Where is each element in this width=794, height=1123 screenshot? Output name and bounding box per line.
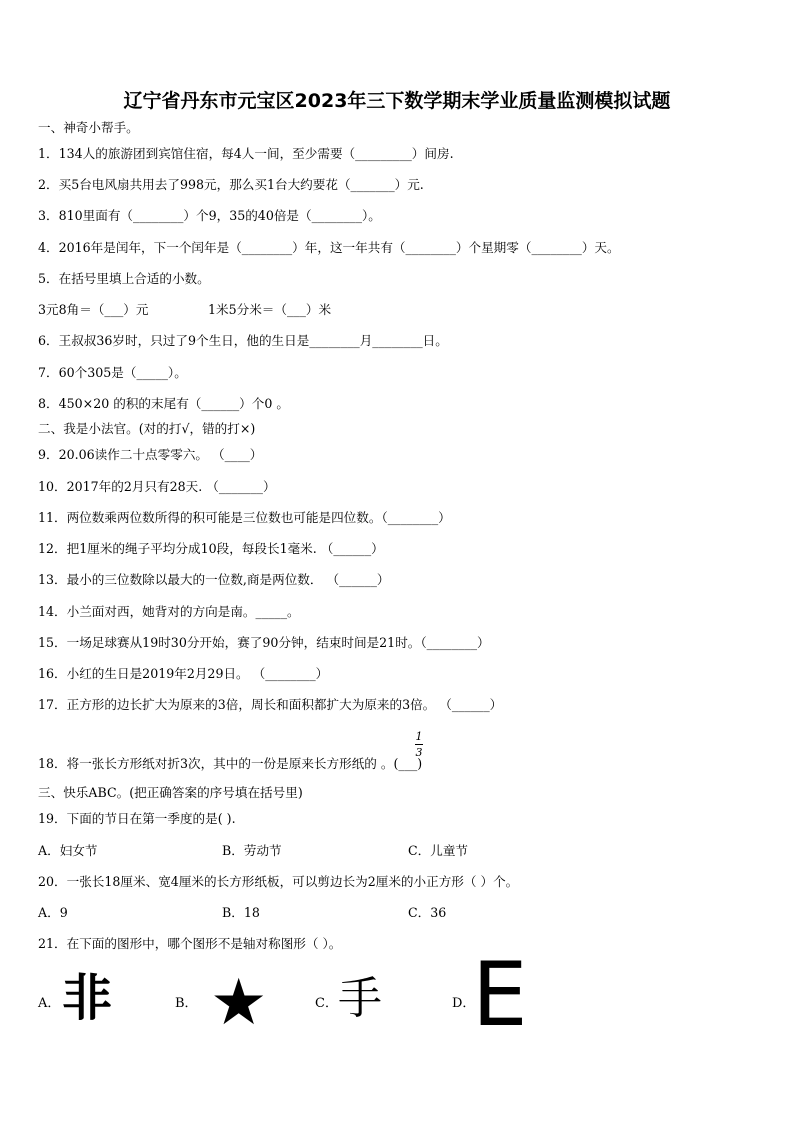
question-21: 21．在下面的图形中，哪个图形不是轴对称图形（ ）。 bbox=[38, 936, 342, 951]
q19-option-c[interactable]: C．儿童节 bbox=[408, 843, 469, 858]
question-12: 12．把1厘米的绳子平均分成10段，每段长1毫米. （______） bbox=[38, 541, 384, 556]
fraction-denominator: 3 bbox=[415, 746, 423, 759]
question-16: 16．小红的生日是2019年2月29日。 （________） bbox=[38, 666, 329, 681]
q20-option-c[interactable]: C．36 bbox=[408, 905, 447, 920]
section-2-heading: 二、我是小法官。(对的打√，错的打×) bbox=[38, 421, 256, 436]
question-17: 17．正方形的边长扩大为原来的3倍，周长和面积都扩大为原来的3倍。 （______） bbox=[38, 697, 503, 712]
q19-option-a[interactable]: A．妇女节 bbox=[38, 843, 98, 858]
q20-option-a[interactable]: A．9 bbox=[38, 905, 68, 920]
question-5a: 3元8角＝（___）元 bbox=[38, 302, 149, 317]
star-figure: ★ bbox=[210, 966, 268, 1040]
question-15: 15．一场足球赛从19时30分开始，赛了90分钟，结束时间是21时。（________） bbox=[38, 635, 490, 650]
q20-option-b[interactable]: B．18 bbox=[222, 905, 260, 920]
q21-label-b[interactable]: B． bbox=[175, 996, 198, 1011]
question-7: 7．60个305是（_____）。 bbox=[38, 365, 187, 380]
question-11: 11．两位数乘两位数所得的积可能是三位数也可能是四位数。（________） bbox=[38, 510, 451, 525]
question-14: 14．小兰面对西，她背对的方向是南。_____。 bbox=[38, 604, 300, 619]
shou-character-figure: 手 bbox=[338, 973, 382, 1024]
question-5b: 1米5分米＝（___）米 bbox=[208, 302, 332, 317]
page-title: 辽宁省丹东市元宝区2023年三下数学期末学业质量监测模拟试题 bbox=[123, 90, 671, 112]
question-1: 1．134人的旅游团到宾馆住宿，每4人一间，至少需要（_________）间房. bbox=[38, 146, 454, 161]
question-4: 4．2016年是闰年，下一个闰年是（________）年，这一年共有（________）个星期零（________）天。 bbox=[38, 240, 620, 255]
question-8: 8．450×20 的积的末尾有（______）个0 。 bbox=[38, 396, 289, 411]
section-1-heading: 一、神奇小帮手。 bbox=[38, 120, 139, 135]
question-20: 20．一张长18厘米、宽4厘米的长方形纸板，可以剪边长为2厘米的小正方形（ ）个。 bbox=[38, 874, 519, 889]
question-5: 5．在括号里填上合适的小数。 bbox=[38, 271, 210, 286]
question-19: 19．下面的节日在第一季度的是( ). bbox=[38, 811, 236, 826]
question-18: 18．将一张长方形纸对折3次，其中的一份是原来长方形纸的 。(___) bbox=[38, 756, 423, 771]
question-10: 10．2017年的2月只有28天. （_______） bbox=[38, 479, 276, 494]
question-2: 2．买5台电风扇共用去了998元，那么买1台大约要花（_______）元. bbox=[38, 177, 424, 192]
fei-character-figure: 非 bbox=[62, 969, 112, 1027]
q21-label-d[interactable]: D． bbox=[452, 996, 476, 1011]
question-13: 13．最小的三位数除以最大的一位数,商是两位数． （______） bbox=[38, 572, 390, 587]
fraction-bar bbox=[415, 744, 423, 745]
q19-option-b[interactable]: B．劳动节 bbox=[222, 843, 282, 858]
q21-label-a[interactable]: A． bbox=[38, 996, 61, 1011]
fraction-numerator: 1 bbox=[415, 730, 423, 743]
q21-label-c[interactable]: C． bbox=[315, 996, 338, 1011]
question-6: 6．王叔叔36岁时，只过了9个生日，他的生日是________月________日。 bbox=[38, 333, 448, 348]
question-3: 3．810里面有（________）个9，35的40倍是（________）。 bbox=[38, 208, 381, 223]
section-3-heading: 三、快乐ABC。(把正确答案的序号填在括号里) bbox=[38, 785, 303, 800]
letter-e-figure: E bbox=[472, 943, 528, 1046]
question-9: 9．20.06读作二十点零零六。 （____） bbox=[38, 447, 263, 462]
